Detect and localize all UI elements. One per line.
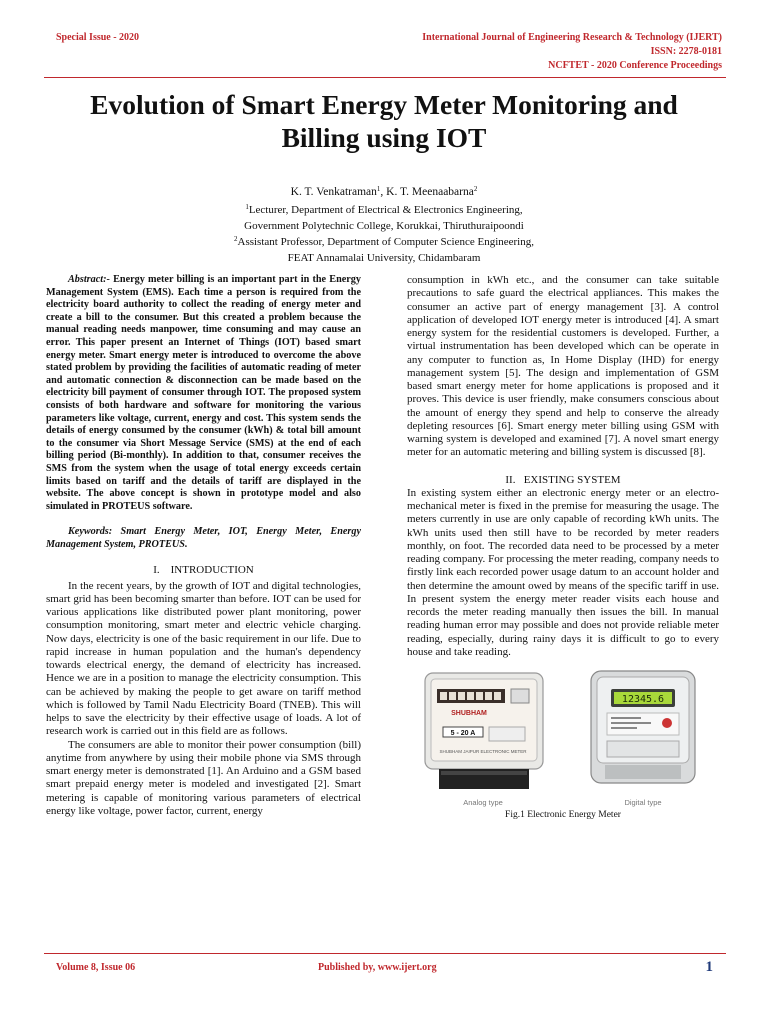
page-number: 1 bbox=[705, 959, 713, 975]
affiliation-line: Government Polytechnic College, Korukkai, Thiruthuraipoondi bbox=[244, 220, 524, 232]
header-left: Special Issue - 2020 bbox=[56, 32, 140, 43]
analog-meter-icon bbox=[407, 667, 559, 795]
affiliations bbox=[0, 202, 768, 266]
digital-caption: Digital type bbox=[624, 797, 662, 807]
intro-paragraph-1: In the recent years, by the growth of IOT and digital technologies, smart grid has been becoming smarter than before. IOT can be used for various applications like distributed power plant monitoring, power consumption monitoring, smart meter and electric vehicle charging. Now days, electricity is one of the basic requirement in our life. Due to rapid increase in human population and the human's dependency towards electrical energy, the demand of electricity has increased. Hence we are in a position to manage the electricity consumption. This can be achieved by making the people to get aware on tariff method which is followed by Tamil Nadu Electricity Board (TNEB). This will helps to save the electricity by their effective usage of loads. A lot of research work is carried out in this field are as follows. bbox=[46, 579, 361, 738]
analog-brand: SHUBHAM bbox=[451, 710, 487, 717]
paper-title: Evolution of Smart Energy Meter Monitoring and Billing using IOT bbox=[90, 89, 678, 153]
footer-publisher: Published by, www.ijert.org bbox=[318, 962, 437, 973]
journal-name: International Journal of Engineering Research & Technology (IJERT) bbox=[422, 32, 722, 43]
keywords: Keywords: Smart Energy Meter, IOT, Energy Meter, Energy Management System, PROTEUS. bbox=[46, 526, 361, 550]
header-rule bbox=[44, 77, 726, 78]
existing-paragraph-1: In existing system either an electronic energy meter or an electro- mechanical meter is fixed in the premise for measuring the usage. The meters currently in use are only capable of recording kWh units. The kWh units used then still have to be recorded by meter readers monthly, on foot. The recorded data need to be processed by a meter reading company. For processing the meter reading, company needs to firstly link each recorded power usage datum to an account holder and then determine the amount owed by means of the specific tariff in use. In present system the energy meter reader visits each house and records the meter reading manually then issues the bill. In manual reading human error may possible and does not provide reliable meter reading, especially, during rainy days it is difficult to go to every house and take reading. bbox=[407, 486, 719, 658]
section-heading-introduction: I. INTRODUCTION bbox=[153, 564, 254, 577]
abstract: Abstract:- Energy meter billing is an important part in the Energy Management System (EMS). Each time a person is required from the electricity board authority to collect the reading of energy meter and create a bill to the consumer. But this created a problem because the manual reading needs manpower, time consuming and may cause an error. This paper present an Internet of Things (IOT) based smart energy meter. Smart energy meter is introduced to overcome the above stated problem by providing the facilities of automatic reading of meter and automatic connection & disconnection can be made based on the electricity bill payment of consumer through IOT. The proposed system consists of both hardware and software for monitoring the various parameters like voltage, current, energy and cost. This system sends the details of energy consumed by the consumer (kWh) & total bill amount to the consumer via Short Message Service (SMS) at the end of each billing period (Bi-monthly). In addition to that, consumer receives the SMS from the system when the usage of total energy exceeds certain limits based on tariff and the details of tariff are displayed in the website. The above concept is shown in prototype model and also simulated in PROTEUS software. bbox=[46, 274, 361, 512]
intro-paragraph-2: The consumers are able to monitor their power consumption (bill) anytime from anywhere by using their mobile phone via SMS through smart energy meter is demonstrated [1]. An Arduino and a GSM based smart prepaid energy meter is modeled and investigated [2]. Smart metering is capable of monitoring various parameters of electrical energy like voltage, power factor, current, energy bbox=[46, 738, 361, 817]
header-right bbox=[422, 31, 722, 73]
footer-rule bbox=[44, 953, 726, 954]
intro-paragraph-2-continued: consumption in kWh etc., and the consumer can take suitable precautions to safe guard the electrical appliances. This makes the consumer an active part of energy management [3]. A control application of developed IOT energy meter is introduced [4]. A smart energy system for the residential customers is developed. Further, a virtual instrumentation has been developed which can be operate in any computer to function as, In Home Display (IHD) for energy management system [5]. The design and implementation of GSM based smart energy meter for home applications is proposed and it proves. This device is user friendly, make consumers conscious about the amount of energy they spend and help to conserve the already depleting resources [6]. Smart energy meter billing using GSM with warning system is developed and examined [7]. A novel smart energy meter for an automatic metering and billing system is discussed [8]. bbox=[407, 274, 719, 459]
section-heading-existing-system: II. EXISTING SYSTEM bbox=[505, 473, 621, 486]
digital-meter-icon bbox=[567, 667, 719, 795]
analog-meter-image bbox=[407, 667, 559, 809]
issn: ISSN: 2278-0181 bbox=[650, 46, 722, 57]
digital-meter-image bbox=[567, 667, 719, 809]
figure-energy-meters bbox=[407, 667, 719, 809]
right-column bbox=[407, 274, 719, 822]
analog-maker: SHUBHAM JAIPUR ELECTRONIC METER bbox=[439, 749, 527, 754]
conference-name: NCFTET - 2020 Conference Proceedings bbox=[548, 60, 722, 71]
analog-caption: Analog type bbox=[463, 797, 503, 807]
digital-reading: 12345.6 bbox=[621, 694, 665, 705]
affiliation-line: $^1$Lecturer, Department of Electrical & Electronics Engineering, bbox=[245, 203, 523, 216]
authors: K. T. Venkatraman$^1$, K. T. Meenaabarna$^2$ bbox=[290, 185, 478, 198]
affiliation-line: $^2$Assistant Professor, Department of Computer Science Engineering, bbox=[234, 235, 534, 248]
analog-rating: 5 - 20 A bbox=[450, 730, 476, 737]
left-column bbox=[46, 274, 361, 818]
figure-caption: Fig.1 Electronic Energy Meter bbox=[505, 810, 621, 820]
affiliation-line: FEAT Annamalai University, Chidambaram bbox=[287, 252, 481, 264]
footer-volume: Volume 8, Issue 06 bbox=[56, 962, 136, 973]
